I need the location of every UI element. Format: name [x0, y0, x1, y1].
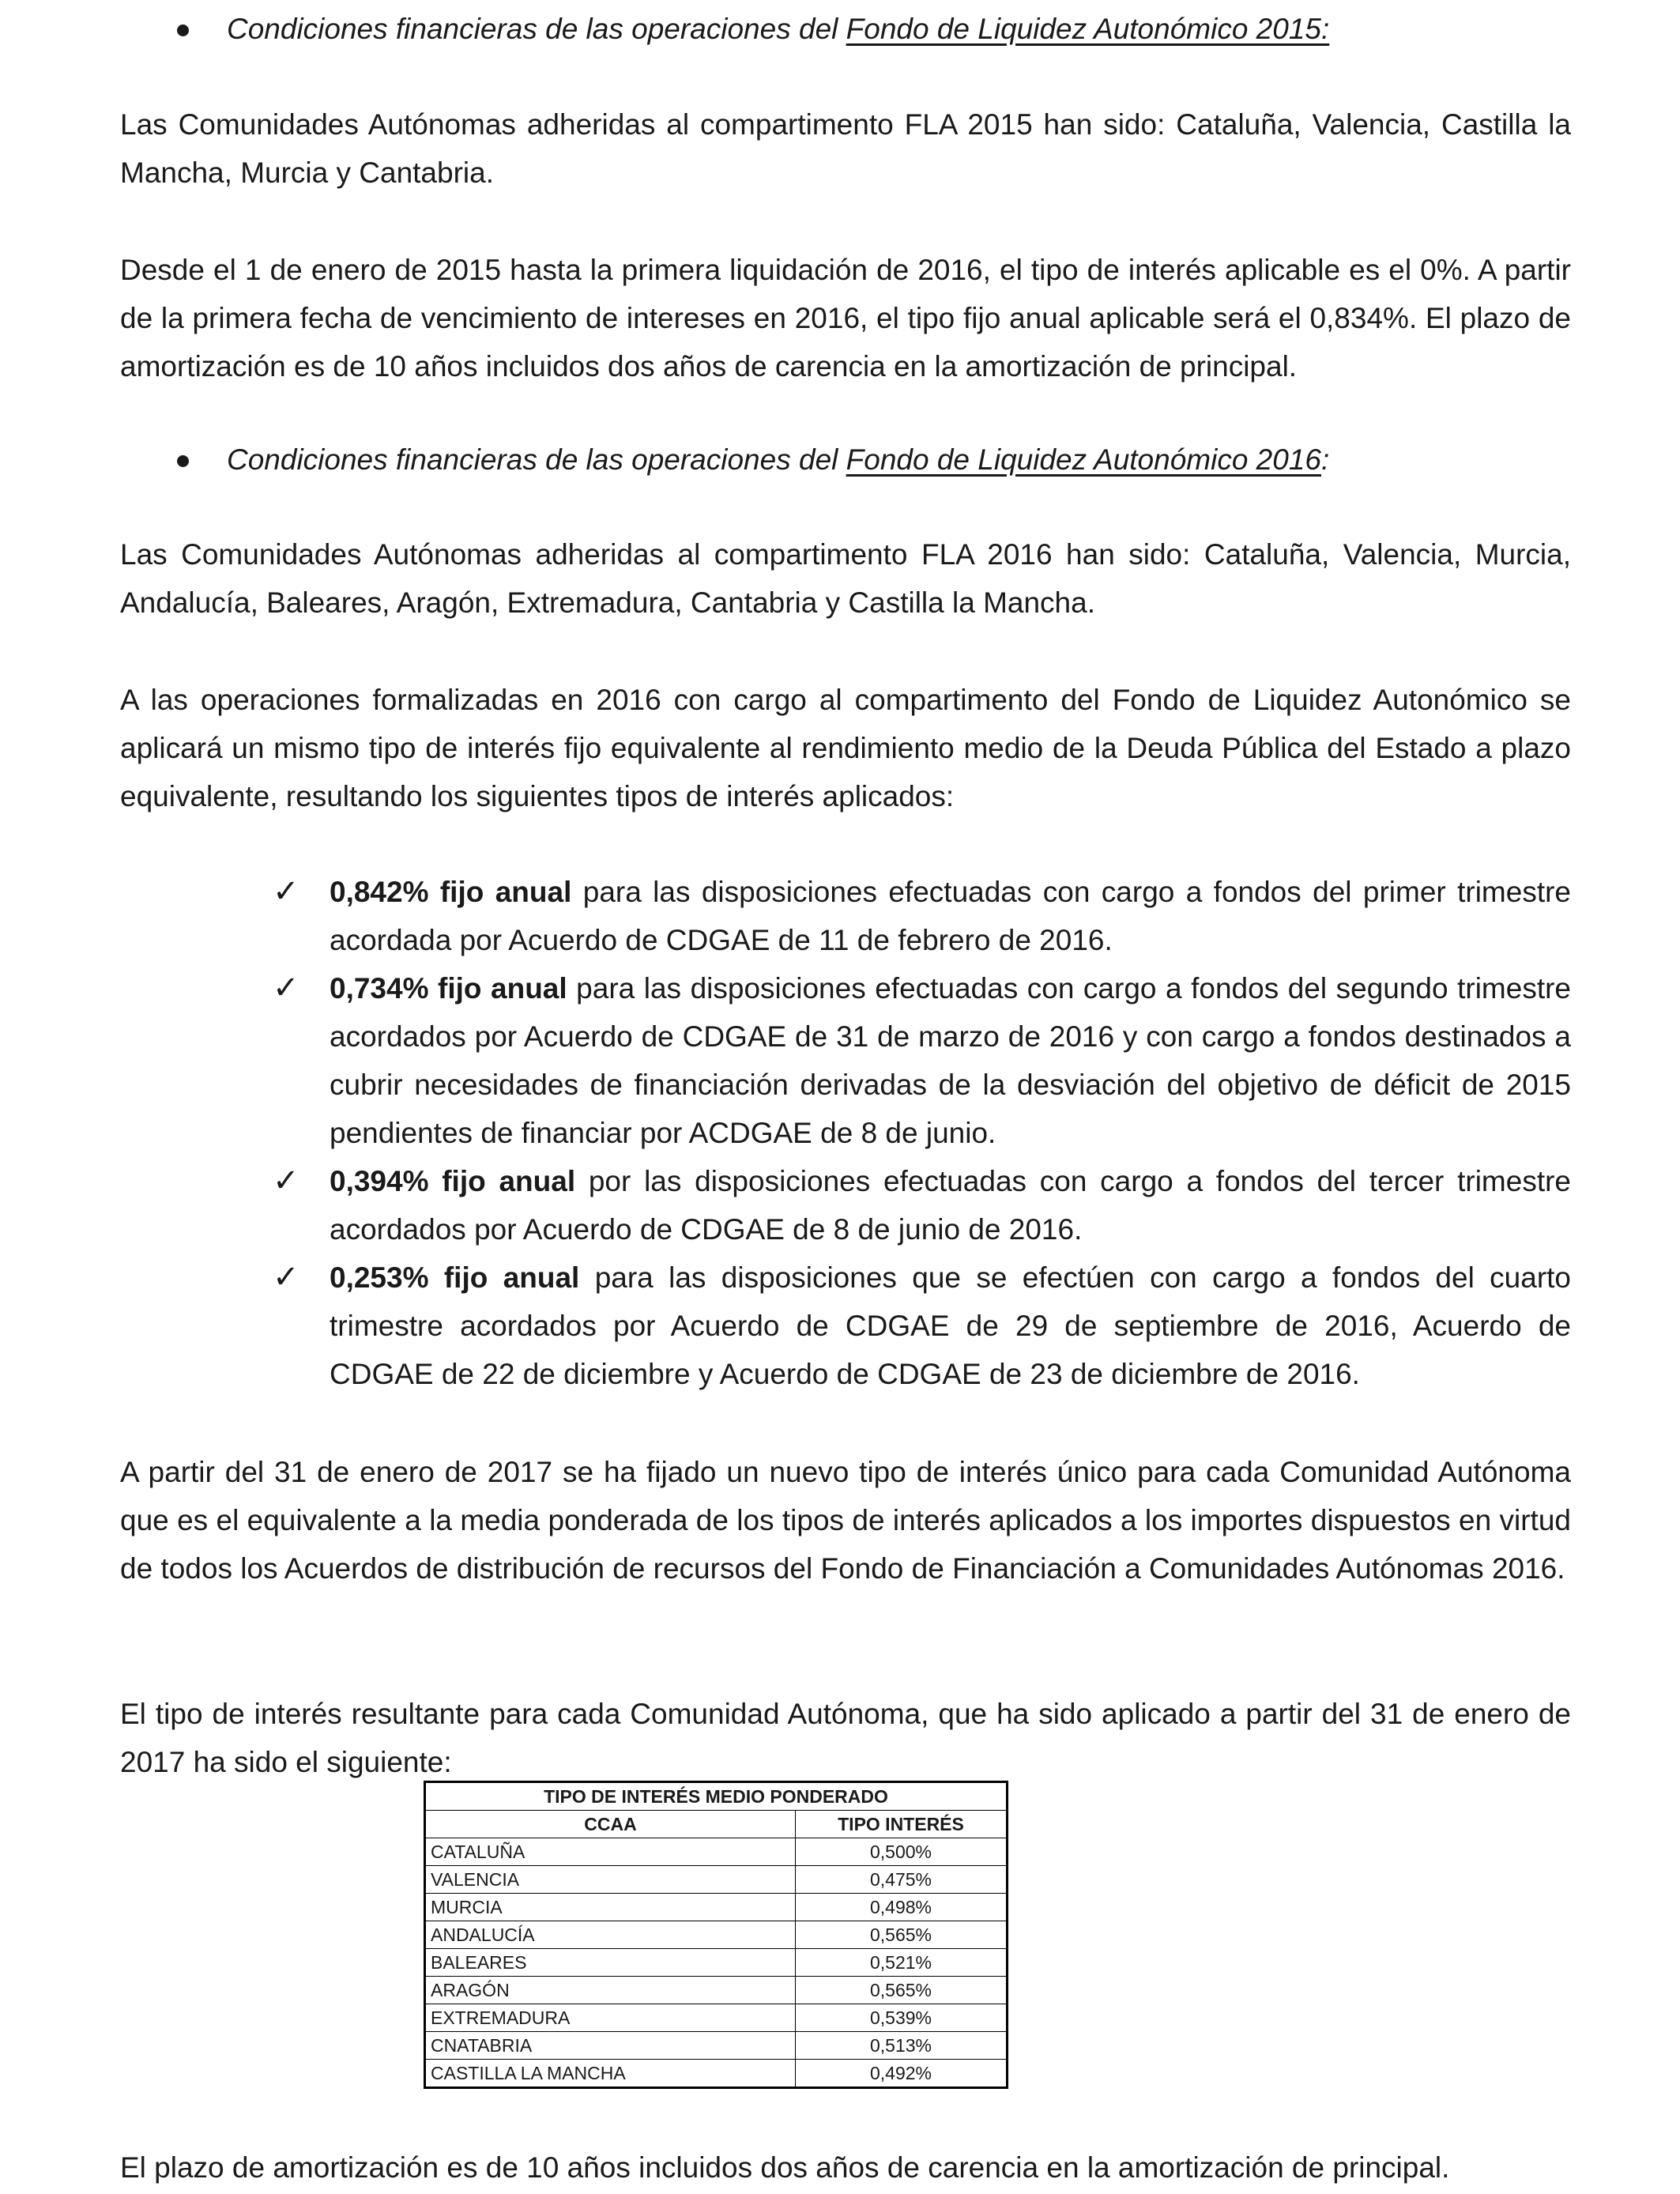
table-row [425, 1838, 1008, 1866]
cell-rate: 0,565% [796, 1921, 1008, 1949]
rate-label: 0,394% fijo anual [330, 1165, 576, 1197]
table-row [425, 1866, 1008, 1894]
table-row [425, 1921, 1008, 1949]
table-row [425, 2060, 1008, 2088]
checkmark-icon: ✓ [273, 1163, 299, 1199]
cell-rate: 0,500% [796, 1838, 1008, 1866]
bullet-icon [177, 455, 189, 467]
column-header-rate: TIPO INTERÉS [796, 1811, 1008, 1838]
list-item [273, 1253, 1572, 1398]
checkmark-icon: ✓ [273, 873, 299, 910]
section-2015-heading [227, 5, 1329, 53]
interest-rate-checklist [273, 868, 1572, 1398]
paragraph-fla2015-members: Las Comunidades Autónomas adheridas al compartimento FLA 2015 han sido: Cataluña, Valencia, Castilla la Mancha, Murcia y Cantabria. [120, 108, 1571, 189]
cell-rate: 0,475% [796, 1866, 1008, 1894]
heading-2016-suffix: : [1321, 443, 1330, 476]
cell-ccaa: VALENCIA [425, 1866, 796, 1894]
rate-label: 0,734% fijo anual [330, 972, 567, 1005]
checkmark-icon: ✓ [273, 1259, 299, 1295]
heading-2015-prefix: Condiciones financieras de las operaciones del [227, 13, 846, 45]
table-row [425, 2004, 1008, 2032]
paragraph-fla2016-members: Las Comunidades Autónomas adheridas al compartimento FLA 2016 han sido: Cataluña, Valencia, Murcia, Andalucía, Baleares, Aragón, Extremadura, Cantabria y Castilla la Mancha. [120, 538, 1571, 619]
bullet-icon [177, 25, 189, 36]
table-row [425, 1977, 1008, 2004]
heading-2016-fund-name: Fondo de Liquidez Autonómico 2016 [846, 443, 1321, 476]
section-2016-heading [227, 435, 1329, 484]
cell-ccaa: CASTILLA LA MANCHA [425, 2060, 796, 2088]
cell-ccaa: EXTREMADURA [425, 2004, 796, 2032]
paragraph-fla2015-interest: Desde el 1 de enero de 2015 hasta la primera liquidación de 2016, el tipo de interés aplicable es el 0%. A partir de la primera fecha de vencimiento de intereses en 2016, el tipo fijo anual aplicable será el 0,834%. El plazo de amortización es de 10 años incluidos dos años de carencia en la amortización de principal. [120, 254, 1571, 383]
cell-ccaa: MURCIA [425, 1894, 796, 1921]
rate-label: 0,253% fijo anual [330, 1261, 580, 1294]
rate-description: para las disposiciones efectuadas con cargo a fondos del primer trimestre acordada por Acuerdo de CDGAE de 11 de febrero de 2016. [330, 876, 1572, 956]
table-row [425, 2032, 1008, 2060]
table-row [425, 1894, 1008, 1921]
heading-2015-fund-name: Fondo de Liquidez Autonómico 2015: [846, 13, 1330, 45]
cell-ccaa: ARAGÓN [425, 1977, 796, 2004]
cell-rate: 0,565% [796, 1977, 1008, 2004]
list-item [273, 964, 1571, 1157]
cell-rate: 0,492% [796, 2060, 1008, 2088]
table-row [425, 1949, 1008, 1977]
paragraph-new-rate-2017: A partir del 31 de enero de 2017 se ha fijado un nuevo tipo de interés único para cada Comunidad Autónoma que es el equivalente a la media ponderada de los tipos de interés aplicados a los importes dispuestos en virtud de todos los Acuerdos de distribución de recursos del Fondo de Financiación a Comunidades Autónomas 2016. [120, 1456, 1571, 1585]
cell-rate: 0,521% [796, 1949, 1008, 1977]
cell-ccaa: ANDALUCÍA [425, 1921, 796, 1949]
cell-ccaa: BALEARES [425, 1949, 796, 1977]
cell-rate: 0,539% [796, 2004, 1008, 2032]
column-header-ccaa: CCAA [425, 1811, 796, 1838]
rate-description: para las disposiciones efectuadas con cargo a fondos del segundo trimestre acordados por Acuerdo de CDGAE de 31 de marzo de 2016 y con cargo a fondos destinados a cubrir necesidades de financiación derivadas de la desviación del objetivo de déficit de 2015 pendientes de financiar por ACDGAE de 8 de junio. [330, 972, 1571, 1149]
cell-rate: 0,498% [796, 1894, 1008, 1921]
rate-description: para las disposiciones que se efectúen con cargo a fondos del cuarto trimestre acordados por Acuerdo de CDGAE de 29 de septiembre de 2016, Acuerdo de CDGAE de 22 de diciembre y Acuerdo de CDGAE de 23 de diciembre de 2016. [330, 1261, 1572, 1390]
weighted-rate-table-container [424, 1781, 1034, 2095]
heading-2016-prefix: Condiciones financieras de las operaciones del [227, 443, 846, 476]
list-item [273, 868, 1572, 964]
weighted-rate-table [424, 1781, 1008, 2089]
rate-label: 0,842% fijo anual [330, 876, 572, 908]
paragraph-amortization: El plazo de amortización es de 10 años incluidos dos años de carencia en la amortización de principal. [120, 2151, 1450, 2184]
paragraph-resulting-rate: El tipo de interés resultante para cada Comunidad Autónoma, que ha sido aplicado a partir del 31 de enero de 2017 ha sido el siguiente: [120, 1698, 1571, 1778]
rate-description: por las disposiciones efectuadas con cargo a fondos del tercer trimestre acordados por Acuerdo de CDGAE de 8 de junio de 2016. [330, 1165, 1571, 1246]
checkmark-icon: ✓ [273, 970, 299, 1006]
table-title: TIPO DE INTERÉS MEDIO PONDERADO [425, 1782, 1008, 1811]
cell-rate: 0,513% [796, 2032, 1008, 2060]
list-item [273, 1157, 1571, 1253]
cell-ccaa: CATALUÑA [425, 1838, 796, 1866]
paragraph-fla2016-interest: A las operaciones formalizadas en 2016 con cargo al compartimento del Fondo de Liquidez Autonómico se aplicará un mismo tipo de interés fijo equivalente al rendimiento medio de la Deuda Pública del Estado a plazo equivalente, resultando los siguientes tipos de interés aplicados: [120, 684, 1571, 812]
cell-ccaa: CNATABRIA [425, 2032, 796, 2060]
